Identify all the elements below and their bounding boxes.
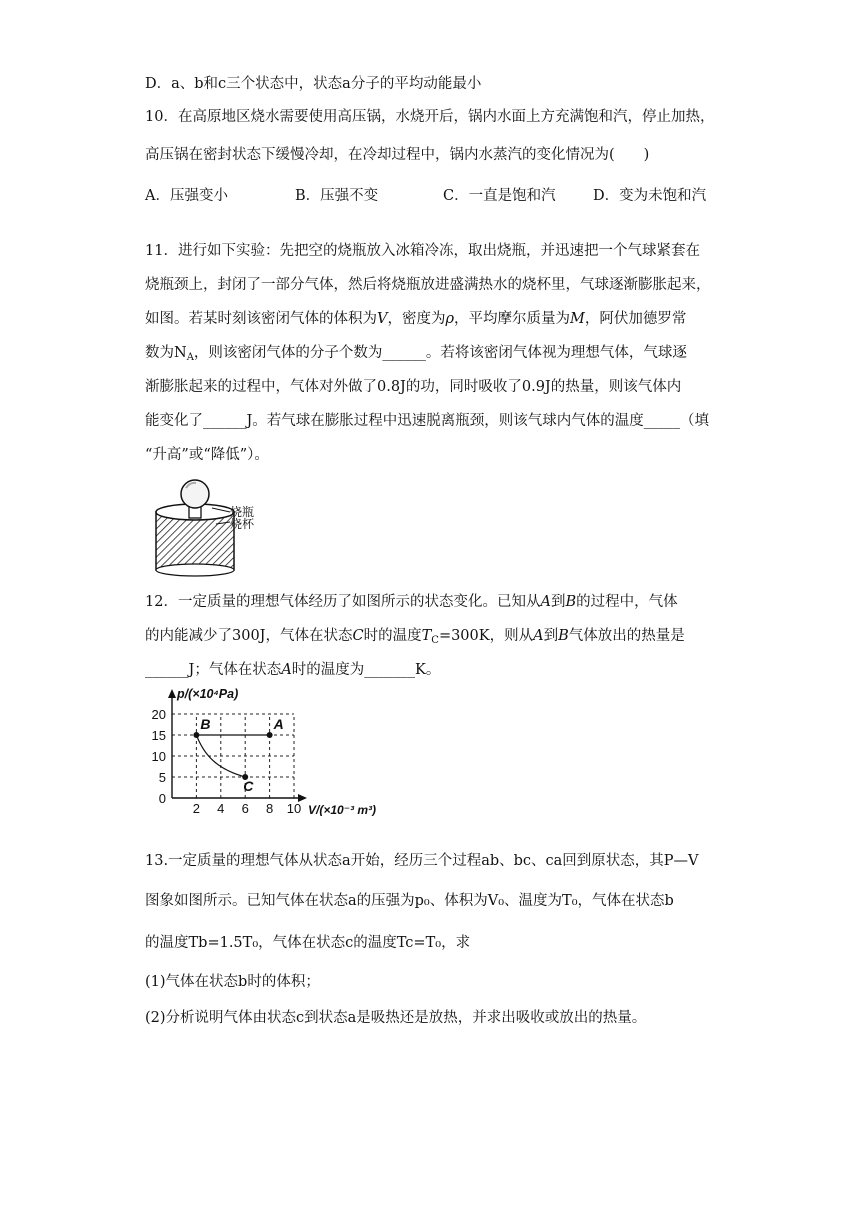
q11-stem-line3: 如图。若某时刻该密闭气体的体积为V，密度为ρ，平均摩尔质量为M，阿伏加德罗常	[145, 311, 687, 327]
y-tick-label: 10	[151, 749, 166, 764]
q13-stem-line1: 13.一定质量的理想气体从状态a开始，经历三个过程ab、bc、ca回到原状态，其P—V	[145, 853, 699, 869]
q11-stem-line5: 渐膨胀起来的过程中，气体对外做了0.8J的功，同时吸收了0.9J的热量，则该气体内	[145, 379, 682, 395]
y-axis-arrow	[168, 689, 176, 698]
beaker-base	[156, 564, 234, 576]
q10-option-d: D．变为未饱和汽	[593, 188, 707, 204]
y-tick-label: 15	[151, 728, 166, 743]
origin-label: 0	[158, 791, 166, 806]
x-tick-label: 2	[192, 801, 201, 816]
q13-subquestion-1: (1)气体在状态b时的体积；	[145, 974, 320, 990]
q10-option-a: A．压强变小	[145, 188, 228, 204]
flask-beaker-figure	[150, 478, 270, 578]
q10-stem-line2: 高压锅在密封状态下缓慢冷却，在冷却过程中，锅内水蒸汽的变化情况为( )	[145, 147, 650, 163]
q12-stem-line2: 的内能减少了300J，气体在状态C时的温度$T_C=300K$，则从A到B气体放出的热量是	[145, 628, 685, 646]
q13-stem-line2: 图象如图所示。已知气体在状态a的压强为p₀、体积为V₀、温度为T₀，气体在状态b	[145, 893, 674, 909]
q11-stem-line4: 数为$N_A$，则该密闭气体的分子个数为______。若将该密闭气体视为理想气体，气球逐	[145, 345, 687, 363]
y-tick-label: 5	[158, 770, 166, 785]
q10-stem-line1: 10．在高原地区烧水需要使用高压锅，水烧开后，锅内水面上方充满饱和汽，停止加热，	[145, 109, 715, 125]
q11-stem-line7: “升高”或“降低”）。	[145, 447, 269, 463]
x-tick-label: 4	[217, 801, 225, 816]
pv-marks	[193, 716, 283, 794]
beaker-label: 烧杯	[230, 517, 255, 531]
balloon	[181, 480, 209, 508]
y-tick-label: 20	[151, 707, 166, 722]
q11-stem-line2: 烧瓶颈上，封闭了一部分气体，然后将烧瓶放进盛满热水的烧杯里，气球逐渐膨胀起来，	[145, 277, 711, 293]
state-point-b	[193, 732, 199, 738]
q10-option-b: B．压强不变	[295, 188, 379, 204]
state-label-b: B	[200, 716, 211, 732]
pv-axes	[152, 687, 376, 816]
x-tick-label: 6	[241, 801, 249, 816]
q11-stem-line6: 能变化了______J。若气球在膨胀过程中迅速脱离瓶颈，则该气球内气体的温度_____（填	[145, 413, 710, 429]
flask-label: 烧瓶	[230, 505, 255, 519]
state-label-a: A	[273, 716, 284, 732]
q13-subquestion-2: (2)分析说明气体由状态c到状态a是吸热还是放热，并求出吸收或放出的热量。	[145, 1010, 647, 1026]
q12-stem-line1: 12．一定质量的理想气体经历了如图所示的状态变化。已知从A到B的过程中，气体	[145, 594, 678, 610]
q13-stem-line3: 的温度Tb=1.5T₀，气体在状态c的温度Tc=T₀，求	[145, 935, 471, 951]
x-tick-label: 10	[286, 801, 302, 816]
q10-option-c: C．一直是饱和汽	[443, 188, 556, 204]
q11-stem-line1: 11．进行如下实验：先把空的烧瓶放入冰箱冷冻，取出烧瓶，并迅速把一个气球紧套在	[145, 243, 700, 259]
x-axis-label: V/(×10⁻³ m³)	[308, 803, 377, 816]
state-point-a	[267, 732, 273, 738]
y-axis-label: p/(×10⁴Pa)	[177, 687, 239, 701]
q9-option-d: D．a、b和c三个状态中，状态a分子的平均动能最小	[145, 76, 482, 92]
state-label-c: C	[243, 778, 254, 794]
pv-chart	[140, 686, 400, 816]
q12-stem-line3: ______J；气体在状态A时的温度为_______K。	[145, 662, 441, 678]
x-tick-label: 8	[265, 801, 274, 816]
